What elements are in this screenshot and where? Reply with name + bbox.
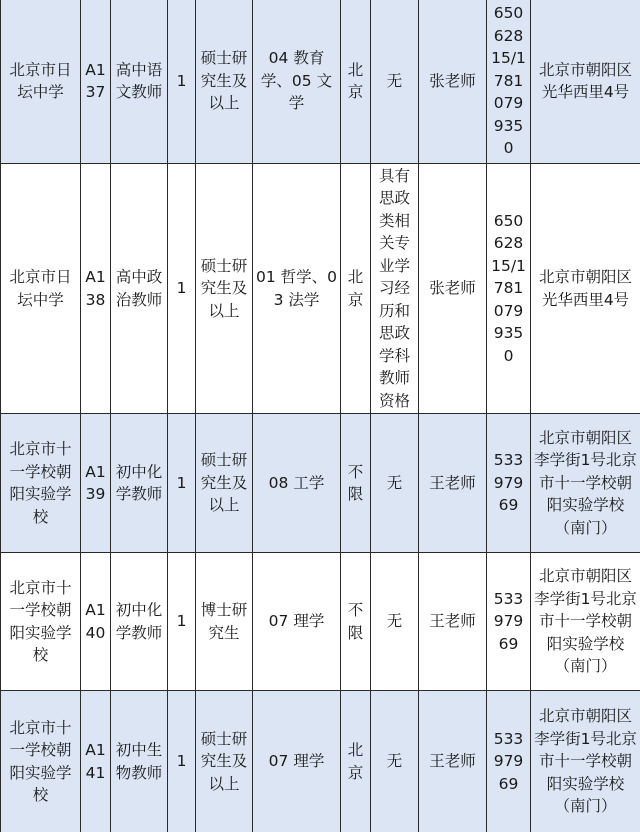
major-cell: 04 教育学、05 文学: [253, 0, 341, 164]
headcount-cell: 1: [168, 553, 196, 691]
other-requirement-cell: 无: [371, 414, 419, 553]
hukou-cell: 北京: [341, 0, 371, 164]
degree-cell: 硕士研究生及以上: [196, 691, 253, 832]
address-cell: 北京市朝阳区光华西里4号: [531, 164, 640, 414]
school-cell: 北京市十一学校朝阳实验学校: [1, 553, 81, 691]
address-cell: 北京市朝阳区李学街1号北京市十一学校朝阳实验学校（南门）: [531, 553, 640, 691]
position-name-cell: 初中化学教师: [111, 553, 168, 691]
headcount-cell: 1: [168, 0, 196, 164]
major-cell: 07 理学: [253, 691, 341, 832]
hukou-cell: 北京: [341, 164, 371, 414]
school-cell: 北京市日坛中学: [1, 0, 81, 164]
address-cell: 北京市朝阳区李学街1号北京市十一学校朝阳实验学校（南门）: [531, 414, 640, 553]
contact-cell: 张老师: [419, 0, 487, 164]
other-requirement-cell: 无: [371, 553, 419, 691]
phone-cell: 53397969: [487, 691, 531, 832]
position-name-cell: 初中化学教师: [111, 414, 168, 553]
contact-cell: 王老师: [419, 553, 487, 691]
hukou-cell: 不限: [341, 553, 371, 691]
school-cell: 北京市十一学校朝阳实验学校: [1, 414, 81, 553]
other-requirement-cell: 具有思政类相关专业学习经历和思政学科教师资格: [371, 164, 419, 414]
position-code-cell: A140: [81, 553, 111, 691]
major-cell: 08 工学: [253, 414, 341, 553]
position-code-cell: A139: [81, 414, 111, 553]
headcount-cell: 1: [168, 414, 196, 553]
position-code-cell: A137: [81, 0, 111, 164]
school-cell: 北京市日坛中学: [1, 164, 81, 414]
position-name-cell: 高中政治教师: [111, 164, 168, 414]
phone-cell: 65062815/17810799350: [487, 164, 531, 414]
degree-cell: 博士研究生: [196, 553, 253, 691]
degree-cell: 硕士研究生及以上: [196, 414, 253, 553]
table-row: [1, 164, 640, 414]
headcount-cell: 1: [168, 691, 196, 832]
degree-cell: 硕士研究生及以上: [196, 164, 253, 414]
school-cell: 北京市十一学校朝阳实验学校: [1, 691, 81, 832]
address-cell: 北京市朝阳区光华西里4号: [531, 0, 640, 164]
phone-cell: 53397969: [487, 414, 531, 553]
headcount-cell: 1: [168, 164, 196, 414]
position-code-cell: A138: [81, 164, 111, 414]
phone-cell: 65062815/17810799350: [487, 0, 531, 164]
contact-cell: 王老师: [419, 414, 487, 553]
table-row: [1, 691, 640, 832]
degree-cell: 硕士研究生及以上: [196, 0, 253, 164]
position-code-cell: A141: [81, 691, 111, 832]
table-row: [1, 414, 640, 553]
major-cell: 07 理学: [253, 553, 341, 691]
position-name-cell: 初中生物教师: [111, 691, 168, 832]
hukou-cell: 北京: [341, 691, 371, 832]
other-requirement-cell: 无: [371, 691, 419, 832]
table-row: [1, 553, 640, 691]
other-requirement-cell: 无: [371, 0, 419, 164]
hukou-cell: 不限: [341, 414, 371, 553]
contact-cell: 张老师: [419, 164, 487, 414]
table-row: [1, 0, 640, 164]
major-cell: 01 哲学、03 法学: [253, 164, 341, 414]
contact-cell: 王老师: [419, 691, 487, 832]
address-cell: 北京市朝阳区李学街1号北京市十一学校朝阳实验学校（南门）: [531, 691, 640, 832]
position-name-cell: 高中语文教师: [111, 0, 168, 164]
phone-cell: 53397969: [487, 553, 531, 691]
